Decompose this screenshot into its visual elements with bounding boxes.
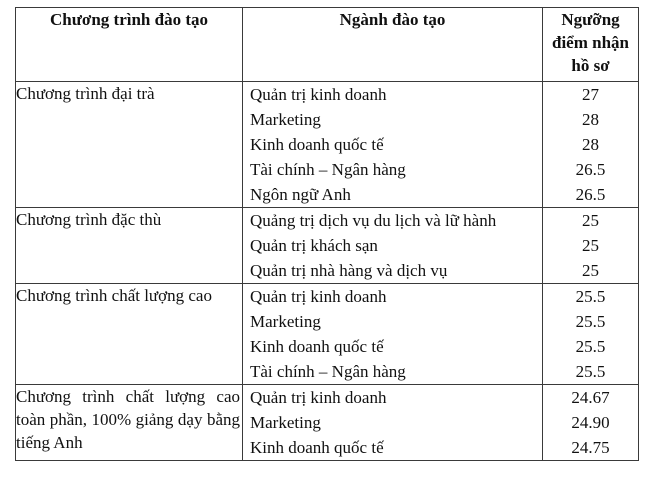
score-value: 25.5 xyxy=(575,287,606,306)
major-item: Quản trị kinh doanh xyxy=(250,287,387,306)
major-item: Quản trị nhà hàng và dịch vụ xyxy=(250,261,448,280)
score-value: 28 xyxy=(582,135,599,154)
score-value: 28 xyxy=(582,110,599,129)
major-list xyxy=(243,208,543,284)
score-value: 26.5 xyxy=(575,185,606,204)
table-row-regular-program xyxy=(16,82,639,208)
header-major: Ngành đào tạo xyxy=(243,8,543,82)
major-item: Quản trị khách sạn xyxy=(250,236,378,255)
major-item: Kinh doanh quốc tế xyxy=(250,438,384,457)
score-value: 25.5 xyxy=(575,312,606,331)
major-list xyxy=(243,82,543,208)
header-threshold xyxy=(543,8,639,82)
score-list xyxy=(543,284,639,385)
score-value: 24.90 xyxy=(571,413,610,432)
score-value: 25 xyxy=(582,236,599,255)
program-name: Chương trình chất lượng cao toàn phần, 100% giảng dạy bằng tiếng Anh xyxy=(16,385,243,461)
table-row-high-quality-program xyxy=(16,284,639,385)
major-item: Marketing xyxy=(250,312,321,331)
program-name: Chương trình đại trà xyxy=(16,82,243,208)
major-item: Quảng trị dịch vụ du lịch và lữ hành xyxy=(250,211,497,230)
table-row-english-program xyxy=(16,385,639,461)
score-value: 26.5 xyxy=(575,160,606,179)
score-value: 25.5 xyxy=(575,362,606,381)
major-item: Tài chính – Ngân hàng xyxy=(250,362,406,381)
score-value: 25 xyxy=(582,211,599,230)
header-threshold-line-1: Ngưỡng xyxy=(561,10,620,29)
major-item: Kinh doanh quốc tế xyxy=(250,135,384,154)
major-item: Quản trị kinh doanh xyxy=(250,85,387,104)
major-item: Ngôn ngữ Anh xyxy=(250,185,351,204)
score-value: 25.5 xyxy=(575,337,606,356)
major-item: Marketing xyxy=(250,413,321,432)
major-list xyxy=(243,385,543,461)
admission-threshold-table xyxy=(15,7,639,461)
program-name: Chương trình chất lượng cao xyxy=(16,284,243,385)
header-threshold-line-3: hồ sơ xyxy=(571,56,610,75)
table-row-special-program xyxy=(16,208,639,284)
score-value: 25 xyxy=(582,261,599,280)
score-value: 24.75 xyxy=(571,438,610,457)
major-item: Tài chính – Ngân hàng xyxy=(250,160,406,179)
major-item: Kinh doanh quốc tế xyxy=(250,337,384,356)
score-list xyxy=(543,385,639,461)
header-threshold-line-2: điểm nhận xyxy=(552,33,629,52)
program-name: Chương trình đặc thù xyxy=(16,208,243,284)
score-value: 24.67 xyxy=(571,388,610,407)
score-list xyxy=(543,208,639,284)
header-row xyxy=(16,8,639,82)
score-value: 27 xyxy=(582,85,599,104)
header-program: Chương trình đào tạo xyxy=(16,8,243,82)
major-item: Quản trị kinh doanh xyxy=(250,388,387,407)
major-item: Marketing xyxy=(250,110,321,129)
score-list xyxy=(543,82,639,208)
major-list xyxy=(243,284,543,385)
